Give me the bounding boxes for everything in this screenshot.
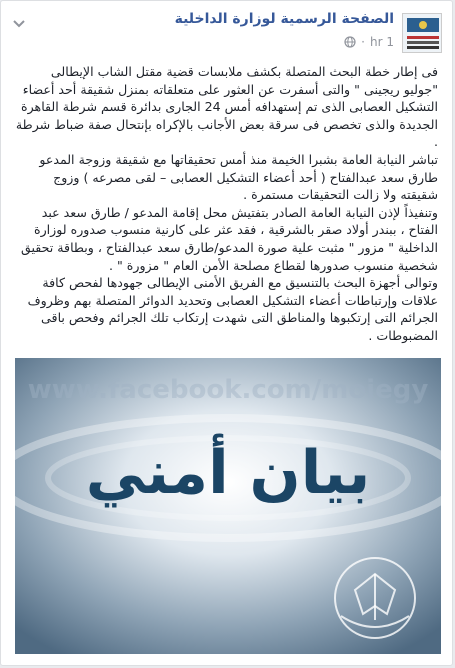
post-time-text[interactable]: 1 hr <box>369 35 394 49</box>
page-name-link[interactable]: الصفحة الرسمية لوزارة الداخلية <box>174 11 394 27</box>
post-body-text <box>15 63 438 345</box>
image-headline: بيان أمني <box>85 438 371 508</box>
page-avatar[interactable] <box>402 13 442 53</box>
post-image[interactable] <box>15 358 441 654</box>
post-timestamp[interactable] <box>344 35 394 49</box>
globe-icon <box>344 36 356 48</box>
post-paragraph: تباشر النيابة العامة بشبرا الخيمة منذ أمس تحقيقاتها مع شقيقة وزوجة المدعو طارق سعد عبدالفتاح ( أحد أعضاء التشكيل العصابى – لقى مصرعه ) وزوج شقيقته ولا زالت التحقيقات مستمرة . <box>39 151 438 203</box>
post-header <box>1 1 454 57</box>
separator-dot: · <box>361 35 365 49</box>
post-paragraph: فى إطار خطة البحث المتصلة بكشف ملابسات قضية مقتل الشاب الإيطالى "جوليو ريجينى " والتى أسفرت عن العثور على متعلقاته بمنزل شقيقة أحد أعضاء التشكيل العصابى الذى تم إستهدافه أمس 24 الجارى بدائرة قسم شرطة القاهرة الجديدة والذى تخصص فى سرقة بعض الأجانب بالإكراه بإنتحال صفة ضباط شرطة . <box>15 64 438 150</box>
post-paragraph: وتوالى أجهزة البحث بالتنسيق مع الفريق الأمنى الإيطالى جهودها لفحص كافة علاقات وإرتباطات أعضاء التشكيل العصابى وتحديد الدوائر المتصلة بهم وظروف الجرائم التى إرتكبوها والمناطق التى شهدت إرتكاب تلك الجرائم وفحص باقى المضبوطات . <box>27 275 438 343</box>
image-watermark: www.facebook.com/moiegy <box>27 375 429 405</box>
post-paragraph: وتنفيذاً لإذن النيابة العامة الصادر بتفتيش محل إقامة المدعو / طارق سعد عبد الفتاح ، ببندر أولاد صقر بالشرقية ، فقد عثر على كارنية منسوب صدوره لوزارة الداخلية " مزور " مثبت علية صورة المدعو/طارق سعد عبدالفتاح ، وبطاقة تحقيق شخصية منسوب صدورها لقطاع مصلحة الأمن العام " مزورة " . <box>20 204 438 273</box>
chevron-down-icon[interactable] <box>11 15 27 31</box>
